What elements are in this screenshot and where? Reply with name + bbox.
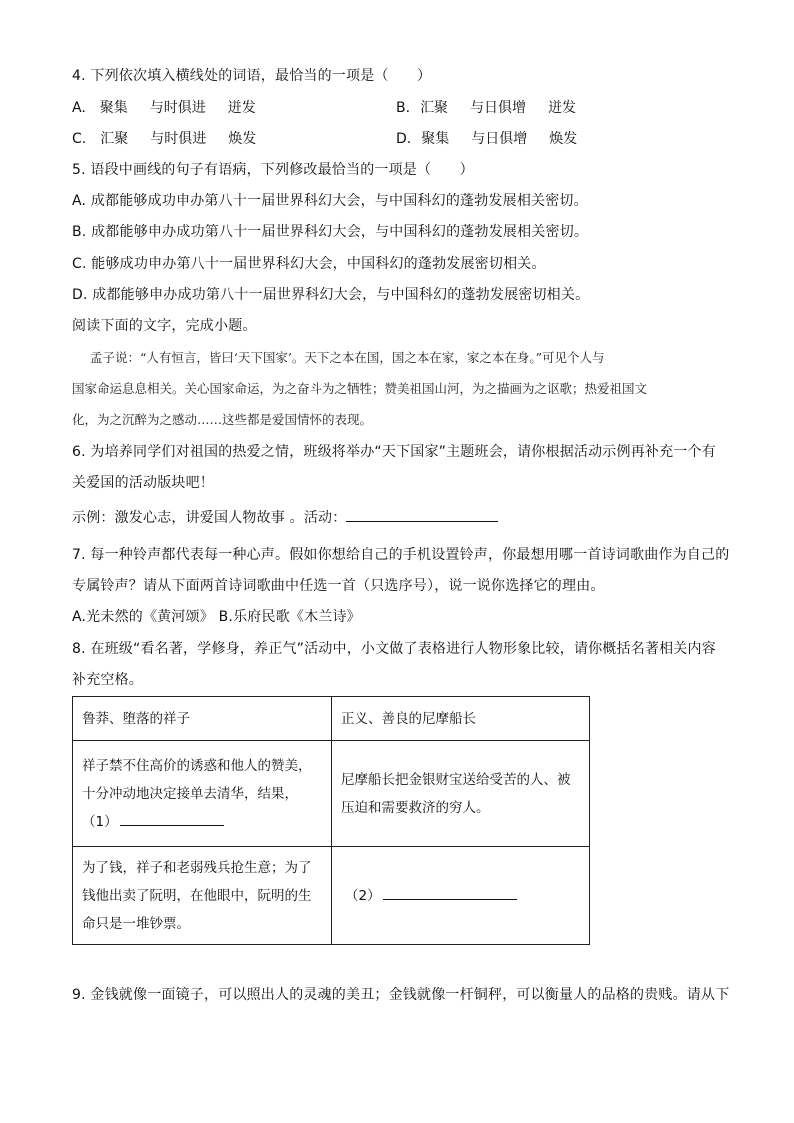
quote-line: 孟子说：“人有恒言，皆曰‘天下国家’。天下之本在国，国之本在家，家之本在身。”可见个人与 — [90, 350, 605, 365]
table-header-row — [73, 697, 590, 741]
q5-option-a: A. 成都能够成功申办第八十一届世界科幻大会，与中国科幻的蓬勃发展相关密切。 — [72, 193, 588, 209]
option-letter: B. — [396, 100, 411, 116]
option-word: 与日俱增 — [471, 131, 528, 147]
option-word: 焕发 — [228, 131, 257, 147]
cell-line: 尼摩船长把金银财宝送给受苦的人、被 — [341, 771, 571, 788]
table-row — [73, 741, 590, 847]
q5-stem: 5. 语段中画线的句子有语病，下列修改最恰当的一项是（ ） — [72, 162, 474, 178]
q5-option-c: C. 能够成功申办第八十一届世界科幻大会，中国科幻的蓬勃发展密切相关。 — [72, 256, 546, 272]
option-word: 汇聚 — [100, 131, 129, 147]
cell-line — [82, 808, 322, 836]
cell-line: 钱他出卖了阮明，在他眼中，阮明的生 — [82, 887, 312, 904]
q4-option-b — [396, 98, 598, 118]
q6-example-text: 示例：激发心志，讲爱国人物故事 。活动： — [72, 510, 347, 526]
table-cell — [332, 847, 590, 945]
q5-option-d: D. 成都能够申办成功第八十一届世界科幻大会，与中国科幻的蓬勃发展密切相关。 — [72, 287, 590, 303]
q6-example — [72, 507, 498, 528]
q8-line: 8. 在班级“看名著，学修身，养正气”活动中，小文做了表格进行人物形象比较，请你概括名著相关内容 — [72, 641, 716, 657]
q4-option-a — [72, 98, 278, 118]
option-word: 聚集 — [421, 131, 450, 147]
cell-line: 为了钱，祥子和老弱残兵抢生意；为了 — [82, 859, 312, 876]
cell-line — [341, 882, 580, 910]
option-word: 聚集 — [99, 100, 128, 116]
table-cell — [73, 741, 332, 847]
option-word: 迸发 — [548, 100, 577, 116]
reading-intro: 阅读下面的文字，完成小题。 — [72, 318, 257, 334]
q7-line: 专属铃声？请从下面两首诗词歌曲中任选一首（只选序号），说一说你选择它的理由。 — [72, 578, 605, 594]
option-word: 迸发 — [227, 100, 256, 116]
answer-blank-2[interactable] — [383, 885, 517, 900]
table-header-cell: 正义、善良的尼摩船长 — [332, 697, 590, 741]
option-word: 与时俱进 — [150, 131, 207, 147]
q5-option-b: B. 成都能够申办成功第八十一届世界科幻大会，与中国科幻的蓬勃发展相关密切。 — [72, 224, 589, 240]
comparison-table — [72, 696, 590, 945]
option-word: 与日俱增 — [470, 100, 527, 116]
q6-line: 6. 为培养同学们对祖国的热爱之情，班级将举办“天下国家”主题班会，请你根据活动示例再补充一个有 — [72, 444, 716, 460]
q7-choices: A.光未然的《黄河颂》 B.乐府民歌《木兰诗》 — [72, 609, 361, 625]
table-cell — [332, 741, 590, 847]
q4-option-d — [396, 129, 599, 149]
q4-option-c — [72, 129, 278, 149]
answer-blank-1[interactable] — [120, 811, 224, 826]
blank-label-2: （2） — [345, 887, 381, 904]
q6-line: 关爱国的活动版块吧！ — [72, 475, 214, 491]
quote-line: 化，为之沉醉为之感动……这些都是爱国情怀的表现。 — [72, 412, 373, 427]
option-letter: C. — [72, 131, 87, 147]
q6-answer-blank[interactable] — [346, 507, 498, 522]
table-header-cell: 鲁莽、堕落的祥子 — [73, 697, 332, 741]
cell-line: 命只是一堆钞票。 — [82, 915, 190, 932]
cell-line: 祥子禁不住高价的诱惑和他人的赞美， — [82, 757, 312, 774]
cell-line: 压迫和需要救济的穷人。 — [341, 799, 490, 816]
table-cell — [73, 847, 332, 945]
q7-line: 7. 每一种铃声都代表每一种心声。假如你想给自己的手机设置铃声，你最想用哪一首诗词歌曲作为自己的 — [72, 547, 730, 563]
quote-line: 国家命运息息相关。关心国家命运，为之奋斗为之牺牲；赞美祖国山河，为之描画为之讴歌；热爱祖国文 — [72, 381, 648, 396]
option-word: 焕发 — [549, 131, 578, 147]
option-word: 汇聚 — [420, 100, 449, 116]
cell-line: 十分冲动地决定接单去清华，结果， — [82, 785, 298, 802]
q9-line: 9. 金钱就像一面镜子，可以照出人的灵魂的美丑；金钱就像一杆铜秤，可以衡量人的品格的贵贱。请从下 — [72, 987, 730, 1003]
q8-line: 补充空格。 — [72, 672, 143, 688]
option-word: 与时俱进 — [149, 100, 206, 116]
q4-stem: 4. 下列依次填入横线处的词语，最恰当的一项是（ ） — [72, 68, 432, 84]
option-letter: D. — [396, 131, 412, 147]
option-letter: A. — [72, 100, 86, 116]
blank-label-1: （1） — [82, 813, 118, 830]
table-row — [73, 847, 590, 945]
